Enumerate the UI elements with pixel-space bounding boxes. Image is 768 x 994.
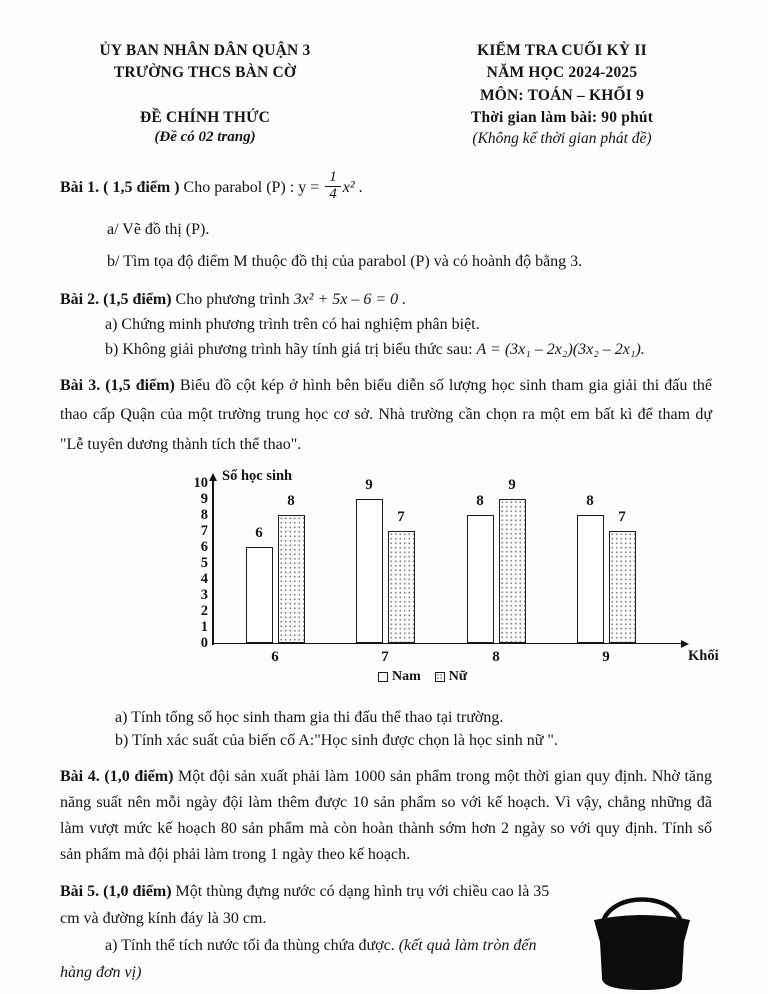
bar-value-nam-khoi-6: 6 [255,524,263,541]
legend-label-nam: Nam [392,668,421,684]
header-left [60,40,350,148]
bar-nu-khoi-8 [499,499,526,643]
issuer-line: ỦY BAN NHÂN DÂN QUẬN 3 [99,42,311,59]
problem-3-items [60,706,712,752]
y-axis-tick-7: 7 [200,522,208,539]
exam-title: KIỂM TRA CUỐI KỲ II [477,42,647,59]
x-axis-tick-khoi-6: 6 [271,648,279,665]
bucket-icon [582,874,702,994]
problem-1-item-a: a/ Vẽ đồ thị (P). [107,221,210,239]
problem-2 [60,288,712,362]
y-axis-tick-8: 8 [200,506,208,523]
problem-4-label: Bài 4. (1,0 điểm) [60,768,174,785]
bar-value-nu-khoi-9: 7 [618,508,626,525]
bar-value-nam-khoi-9: 8 [586,492,594,509]
problem-3-item-a: a) Tính tổng số học sinh tham gia thi đấu thể thao tại trường. [115,708,504,726]
problem-3-item-b: b) Tính xác suất của biến cố A:"Học sinh được chọn là học sinh nữ ". [115,731,558,749]
problem-5-label: Bài 5. (1,0 điểm) [60,882,172,900]
y-axis-tick-5: 5 [200,554,208,571]
page-count-note: (Đề có 02 trang) [154,129,256,146]
bar-nam-khoi-7 [356,499,383,643]
x-axis-arrow [681,640,689,648]
y-axis-arrow [209,473,217,481]
quadratic-equation: 3x² + 5x – 6 = 0 . [293,291,407,309]
problem-2-statement: Bài 2. (1,5 điểm) Cho phương trình 3x² + 5x – 6 = 0 . [60,291,407,309]
x-axis-tick-khoi-7: 7 [381,648,389,665]
bar-value-nam-khoi-8: 8 [476,492,484,509]
duration: Thời gian làm bài: 90 phút [470,109,654,127]
legend-item-nam [378,669,421,685]
legend-item-nu [435,669,468,685]
y-axis-tick-2: 2 [200,602,208,619]
bar-nam-khoi-8 [467,515,494,643]
bar-value-nu-khoi-8: 9 [508,476,516,493]
legend-swatch-nam [378,672,388,682]
bucket-figure [582,874,702,994]
y-axis-tick-10: 10 [193,474,208,491]
problem-1-label: Bài 1. ( 1,5 điểm ) [60,178,180,196]
rounding-note: (kết quả làm tròn đến hàng đơn vị) [60,937,537,982]
legend-swatch-nu [435,672,445,682]
problem-2-item-b: b) Không giải phương trình hãy tính giá trị biểu thức sau: A = (3x₁ – 2x₂)(3x₂ – 2x₁). [105,341,645,359]
problem-2-item-a: a) Chứng minh phương trình trên có hai nghiệm phân biệt. [105,316,480,334]
y-axis-tick-9: 9 [200,490,208,507]
problem-3-label: Bài 3. (1,5 điểm) [60,376,175,394]
problem-4 [60,764,712,868]
bar-nam-khoi-9 [577,515,604,643]
header-right [412,40,712,148]
legend-label-nu: Nữ [448,668,468,684]
x-axis-title: Khối [688,647,719,664]
problem-5-item-a: a) Tính thể tích nước tối đa thùng chứa được. (kết quả làm tròn đến hàng đơn vị) [60,937,537,982]
problem-1 [60,168,712,279]
y-axis-line [212,480,214,645]
x-axis-tick-khoi-9: 9 [602,648,610,665]
official-exam-label: ĐỀ CHÍNH THỨC [139,108,271,126]
problem-1-statement: Bài 1. ( 1,5 điểm ) Cho parabol (P) : y = $\frac{1}{4}$ x² . [60,168,363,202]
bar-value-nam-khoi-7: 9 [365,476,373,493]
problem-5 [60,878,712,987]
chart-legend [378,669,467,685]
y-axis-tick-4: 4 [200,570,208,587]
problem-3-statement: Bài 3. (1,5 điểm) Biểu đồ cột kép ở hình bên biểu diễn số lượng học sinh tham gia giải thi đấu thể thao cấp Quận của một trường trung học cơ sở. Nhà trường cần chọn ra một em bất kì để tham dự "Lễ tuyên dương thành tích thể thao". [60,376,713,454]
problem-3 [60,371,712,460]
problem-1-item-b: b/ Tìm tọa độ điểm M thuộc đồ thị của parabol (P) và có hoành độ bằng 3. [107,253,583,271]
bar-value-nu-khoi-7: 7 [397,508,405,525]
problem-2-label: Bài 2. (1,5 điểm) [60,291,172,309]
parabola-formula: x² [342,178,355,196]
school-year: NĂM HỌC 2024-2025 [486,64,638,82]
bar-nu-khoi-6 [278,515,305,643]
school-name: TRƯỜNG THCS BÀN CỜ [113,64,297,82]
bar-nu-khoi-7 [388,531,415,643]
bar-value-nu-khoi-6: 8 [287,492,295,509]
duration-note: (Không kể thời gian phát đề) [472,129,652,147]
header [60,40,712,148]
x-axis-line [212,643,682,645]
problem-5-statement: Bài 5. (1,0 điểm) Một thùng đựng nước có dạng hình trụ với chiều cao là 35 cm và đường kính đáy là 30 cm. [60,882,550,927]
y-axis-tick-3: 3 [200,586,208,603]
problem-1-intro: Cho parabol (P) : y = [183,178,320,196]
y-axis-tick-0: 0 [200,634,208,651]
problem-4-statement: Bài 4. (1,0 điểm) Một đội sản xuất phải làm 1000 sản phẩm trong một thời gian quy định. Nhờ tăng năng suất nên mỗi ngày đội làm thêm được 10 sản phẩm so với kế hoạch. Vì vậy, chẳng những đã làm vượt mức kế hoạch 80 sản phẩm mà còn hoàn thành sớm hơn 2 ngày so với quy định. Tính số sản phẩm mà đội phải làm trong 1 ngày theo kế hoạch. [60,768,712,863]
x-axis-tick-khoi-8: 8 [492,648,500,665]
bar-nu-khoi-9 [609,531,636,643]
bar-chart [182,466,719,700]
subject-grade: MÔN: TOÁN – KHỐI 9 [479,86,645,104]
y-axis-tick-1: 1 [200,618,208,635]
fraction-one-quarter: $\frac{1}{4}$ [325,170,341,203]
y-axis-title: Số học sinh [222,467,293,484]
expression-A: A = (3x₁ – 2x₂)(3x₂ – 2x₁). [476,341,645,359]
bar-nam-khoi-6 [246,547,273,643]
y-axis-tick-6: 6 [200,538,208,555]
